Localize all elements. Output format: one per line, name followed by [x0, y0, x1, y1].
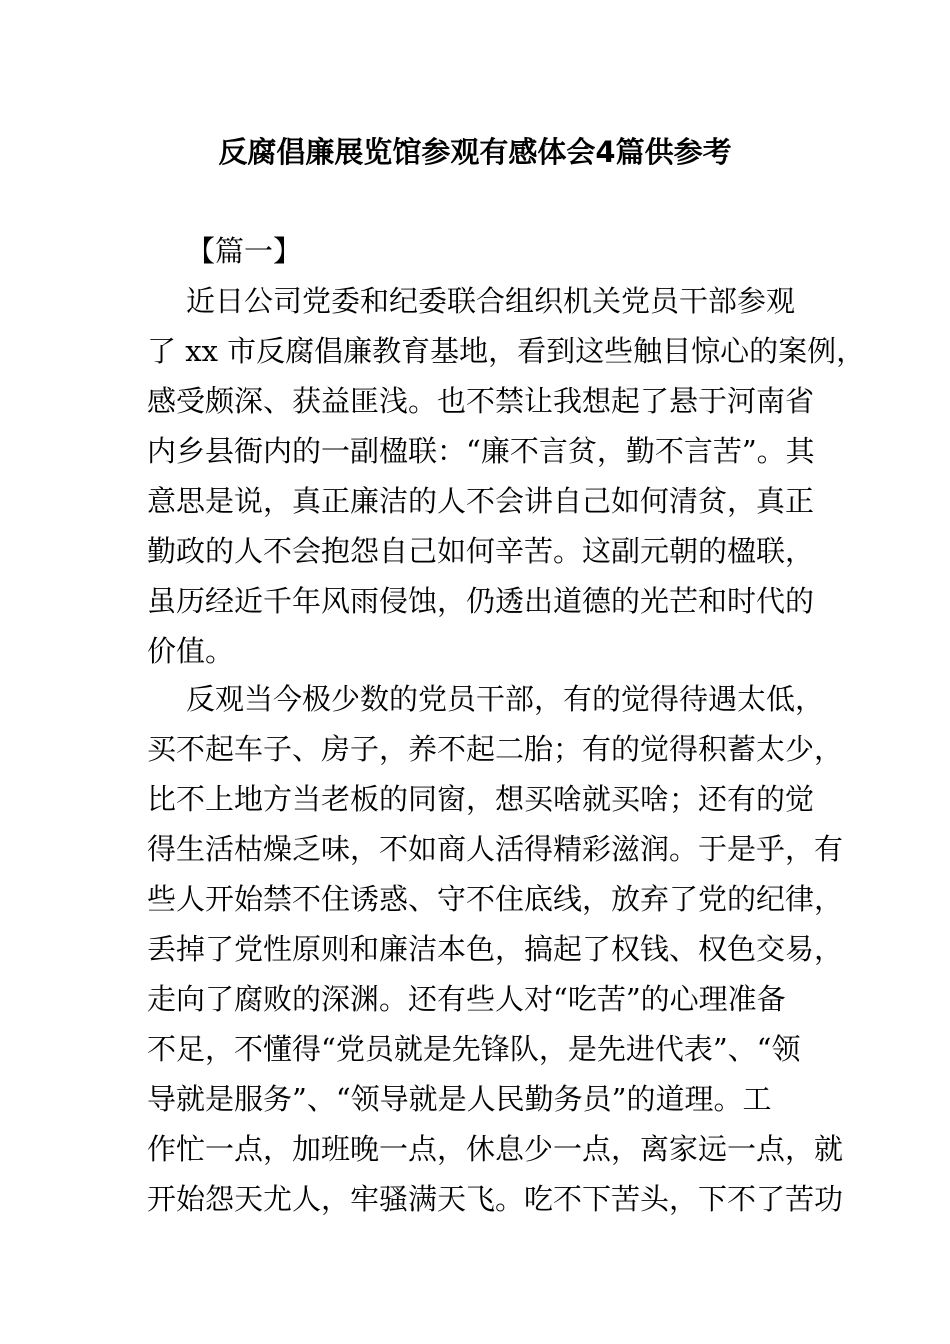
paragraph-line: 意思是说，真正廉洁的人不会讲自己如何清贫，真正	[147, 484, 815, 518]
paragraph-line: 勤政的人不会抱怨自己如何辛苦。这副元朝的楹联，	[147, 534, 815, 568]
paragraph-line: 不足，不懂得“党员就是先锋队，是先进代表”、“领	[147, 1032, 801, 1066]
paragraph-line: 些人开始禁不住诱惑、守不住底线，放弃了党的纪律，	[147, 882, 844, 916]
paragraph-line: 感受颇深、获益匪浅。也不禁让我想起了悬于河南省	[147, 384, 815, 418]
paragraph-line: 了 xx 市反腐倡廉教育基地，看到这些触目惊心的案例，	[147, 334, 866, 368]
paragraph-1	[147, 276, 866, 676]
paragraph-line: 得生活枯燥乏味，不如商人活得精彩滋润。于是乎，有	[147, 832, 844, 866]
paragraph-line: 导就是服务”、“领导就是人民勤务员”的道理。工	[147, 1082, 772, 1116]
paragraph-line: 反观当今极少数的党员干部，有的觉得待遇太低，	[186, 682, 825, 716]
paragraph-line: 买不起车子、房子，养不起二胎；有的觉得积蓄太少，	[147, 732, 844, 766]
paragraph-line: 虽历经近千年风雨侵蚀，仍透出道德的光芒和时代的	[147, 584, 815, 618]
paragraph-line: 比不上地方当老板的同窗，想买啥就买啥；还有的觉	[147, 782, 815, 816]
section-label: 【篇一】	[186, 234, 303, 268]
paragraph-2	[147, 674, 844, 1224]
paragraph-line: 近日公司党委和纪委联合组织机关党员干部参观	[186, 284, 796, 318]
paragraph-line: 丢掉了党性原则和廉洁本色，搞起了权钱、权色交易，	[147, 932, 844, 966]
paragraph-line: 作忙一点，加班晚一点，休息少一点，离家远一点，就	[147, 1132, 844, 1166]
paragraph-line: 价值。	[147, 634, 235, 668]
paragraph-line: 开始怨天尤人，牢骚满天飞。吃不下苦头，下不了苦功	[147, 1182, 844, 1216]
paragraph-line: 走向了腐败的深渊。还有些人对“吃苦”的心理准备	[147, 982, 786, 1016]
document-title: 反腐倡廉展览馆参观有感体会4篇供参考	[218, 135, 732, 169]
paragraph-line: 内乡县衙内的一副楹联：“廉不言贫，勤不言苦”。其	[147, 434, 815, 468]
